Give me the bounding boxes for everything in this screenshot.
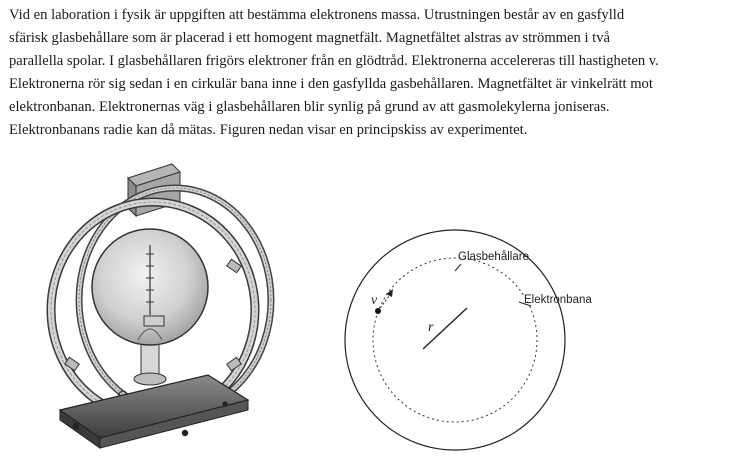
base-plate [60, 375, 248, 448]
intro-line-5: elektronbanan. Elektronernas väg i glasbehållaren blir synlig på grund av att gasmolekylerna joniseras. [9, 99, 610, 116]
apparatus-illustration [51, 164, 271, 448]
label-velocity: v [371, 293, 378, 308]
electron-orbit-circle [373, 258, 537, 422]
principle-sketch [345, 230, 592, 450]
label-glasbehallare: Glasbehållare [458, 251, 529, 263]
glass-container-circle [345, 230, 565, 450]
intro-line-6: Elektronbanans radie kan då mätas. Figuren nedan visar en principskiss av experimentet. [9, 122, 528, 139]
intro-line-2: sfärisk glasbehållare som är placerad i ett homogent magnetfält. Magnetfältet alstras av strömmen i två [9, 30, 610, 47]
intro-line-1: Vid en laboration i fysik är uppgiften att bestämma elektronens massa. Utrustningen består av en gasfylld [9, 7, 625, 23]
glass-bulb [92, 229, 208, 345]
intro-line-4: Elektronerna rör sig sedan i en cirkulär bana inne i den gasfyllda gasbehållaren. Magnetfältet är vinkelrätt mot [9, 76, 653, 93]
figure-svg [0, 150, 731, 452]
glass-leader-line [455, 264, 461, 271]
label-radius: r [428, 320, 434, 335]
velocity-arrow [378, 289, 393, 311]
label-elektronbana: Elektronbana [524, 294, 592, 306]
intro-line-3: parallella spolar. I glasbehållaren frigörs elektroner från en glödtråd. Elektronerna accelereras till hastigheten v. [9, 53, 659, 70]
figure-area [0, 150, 731, 452]
intro-paragraph [9, 4, 725, 143]
